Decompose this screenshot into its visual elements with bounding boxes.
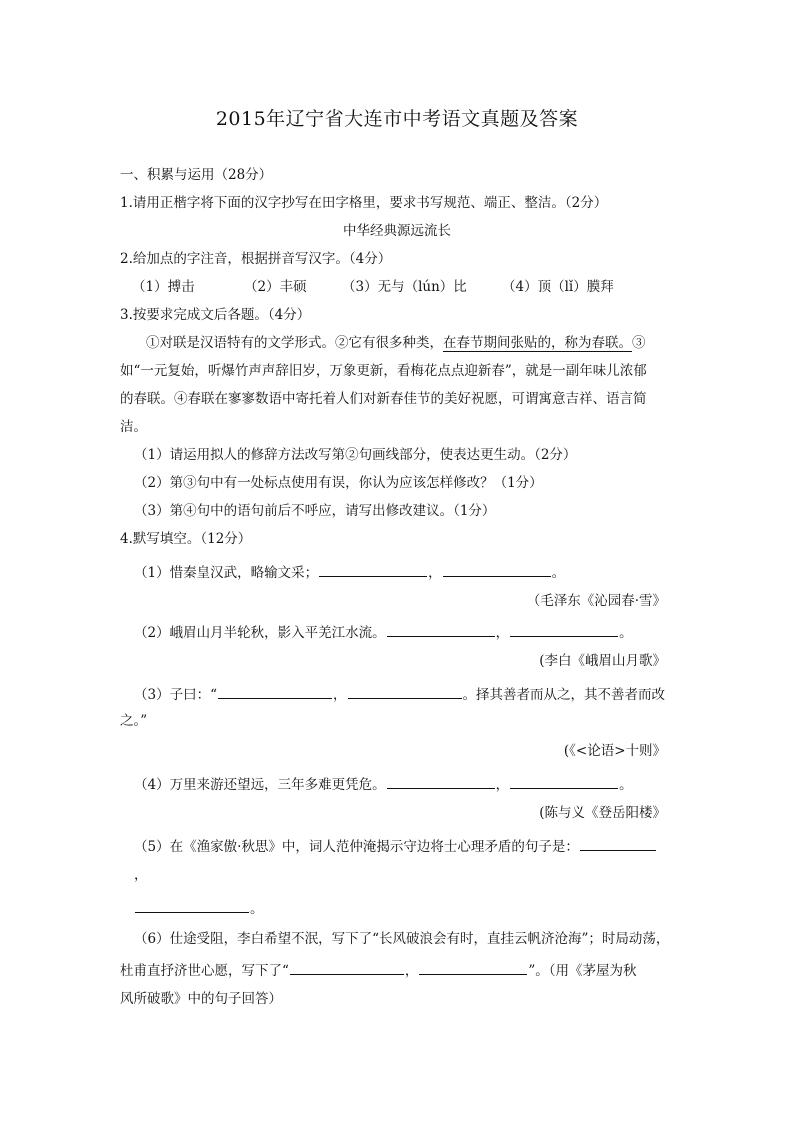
q4-item-3-cont: 之。” (120, 713, 148, 729)
q4-item-2 (134, 622, 633, 642)
answer-blank[interactable] (387, 774, 495, 789)
q4-item-text: （4）万里来游还望远，三年多难更凭危。 (134, 777, 386, 793)
q1-prompt: 1.请用正楷字将下面的汉字抄写在田字格里，要求书写规范、端正、整洁。（2分） (120, 195, 608, 211)
q3-paragraph-line (146, 334, 646, 352)
punct: ， (495, 777, 510, 793)
answer-blank[interactable] (443, 562, 551, 577)
q2-item: （1）搏击 (132, 279, 195, 295)
punct: ， (404, 963, 419, 979)
answer-blank[interactable] (348, 684, 462, 699)
q3-paragraph-line: 的春联。④春联在寥寥数语中寄托着人们对新春佳节的美好祝愿，可谓寓意吉祥、语言简 (120, 391, 647, 407)
q1-text: 中华经典源远流长 (343, 223, 451, 239)
q4-item-4 (134, 774, 633, 794)
punct: 。 (551, 565, 566, 581)
q4-item-6-cont2: 风所破歌》中的句子回答） (120, 991, 282, 1007)
q2-item: （3）无与（lún）比 (342, 279, 467, 295)
q4-prompt: 4.默写填空。（12分） (120, 531, 252, 547)
q4-item-text: ”。（用《茅屋为秋 (528, 963, 637, 979)
q2-items (132, 278, 614, 296)
q4-item-1 (134, 562, 565, 582)
answer-blank[interactable] (319, 562, 427, 577)
q4-item-text: （2）峨眉山月半轮秋，影入平羌江水流。 (134, 625, 386, 641)
punct: 。 (619, 777, 633, 793)
answer-blank[interactable] (387, 622, 495, 637)
answer-blank[interactable] (218, 684, 332, 699)
q4-item-6-cont (120, 960, 637, 980)
answer-blank[interactable] (510, 622, 618, 637)
q3-sub2: （2）第③句中有一处标点使用有误，你认为应该怎样修改？（1分） (134, 475, 543, 491)
q4-item-text: 。择其善者而从之，其不善者而改 (462, 687, 665, 703)
q3-sub1: （1）请运用拟人的修辞方法改写第②句画线部分，使表达更生动。（2分） (134, 447, 577, 463)
punct: ， (495, 625, 510, 641)
q3-p1c: ③ (632, 335, 646, 351)
q3-paragraph-line: 洁。 (120, 419, 147, 435)
q4-item-text: 杜甫直抒济世心愿，写下了“ (120, 963, 289, 979)
q2-item: （2）丰硕 (244, 279, 307, 295)
punct: ， (333, 687, 347, 703)
q3-prompt: 3.按要求完成文后各题。（4分） (120, 307, 311, 323)
answer-blank[interactable] (290, 960, 404, 975)
q4-source-2: (李白《峨眉山月歌》 (539, 653, 666, 669)
q4-item-text: （1）惜秦皇汉武，略输文采； (134, 565, 319, 581)
punct: 。 (619, 625, 633, 641)
q2-item: （4）顶（lǐ）膜拜 (502, 279, 614, 295)
answer-blank[interactable] (580, 836, 656, 851)
q4-source-3: (《<论语>十则》 (563, 743, 666, 759)
q3-p1a: ①对联是汉语特有的文学形式。②它有很多种类， (146, 335, 443, 351)
answer-blank[interactable] (419, 960, 527, 975)
q4-item-text: （3）子曰：“ (134, 687, 217, 703)
q3-sub3: （3）第④句中的语句前后不呼应，请写出修改建议。（1分） (134, 503, 496, 519)
punct: 。 (250, 901, 264, 917)
q4-source-4: (陈与义《登岳阳楼》 (539, 805, 666, 821)
punct: ， (134, 867, 148, 883)
page-title: 2015年辽宁省大连市中考语文真题及答案 (215, 108, 579, 130)
q3-paragraph-line: 如“一元复始，听爆竹声声辞旧岁，万象更新，看梅花点点迎新春”，就是一副年味儿浓郁 (120, 363, 647, 379)
q4-item-6: （6）仕途受阻，李白希望不泯，写下了“长风破浪会有时，直挂云帆济沧海”；时局动荡， (134, 931, 670, 947)
answer-blank[interactable] (510, 774, 618, 789)
q4-item-text: （5）在《渔家傲·秋思》中，词人范仲淹揭示守边将士心理矛盾的句子是： (134, 839, 579, 855)
q4-item-5 (134, 836, 657, 856)
q4-source-1: （毛泽东《沁园春·雪》 (526, 593, 666, 609)
punct: ， (428, 565, 442, 581)
q4-item-3 (134, 684, 665, 704)
answer-blank[interactable] (135, 898, 249, 913)
section-heading: 一、积累与运用（28分） (120, 167, 273, 183)
q4-item-5-cont (134, 898, 264, 918)
q3-underlined-part: 在春节期间张贴的，称为春联。 (443, 335, 632, 351)
q2-prompt: 2.给加点的字注音，根据拼音写汉字。（4分） (120, 251, 392, 267)
